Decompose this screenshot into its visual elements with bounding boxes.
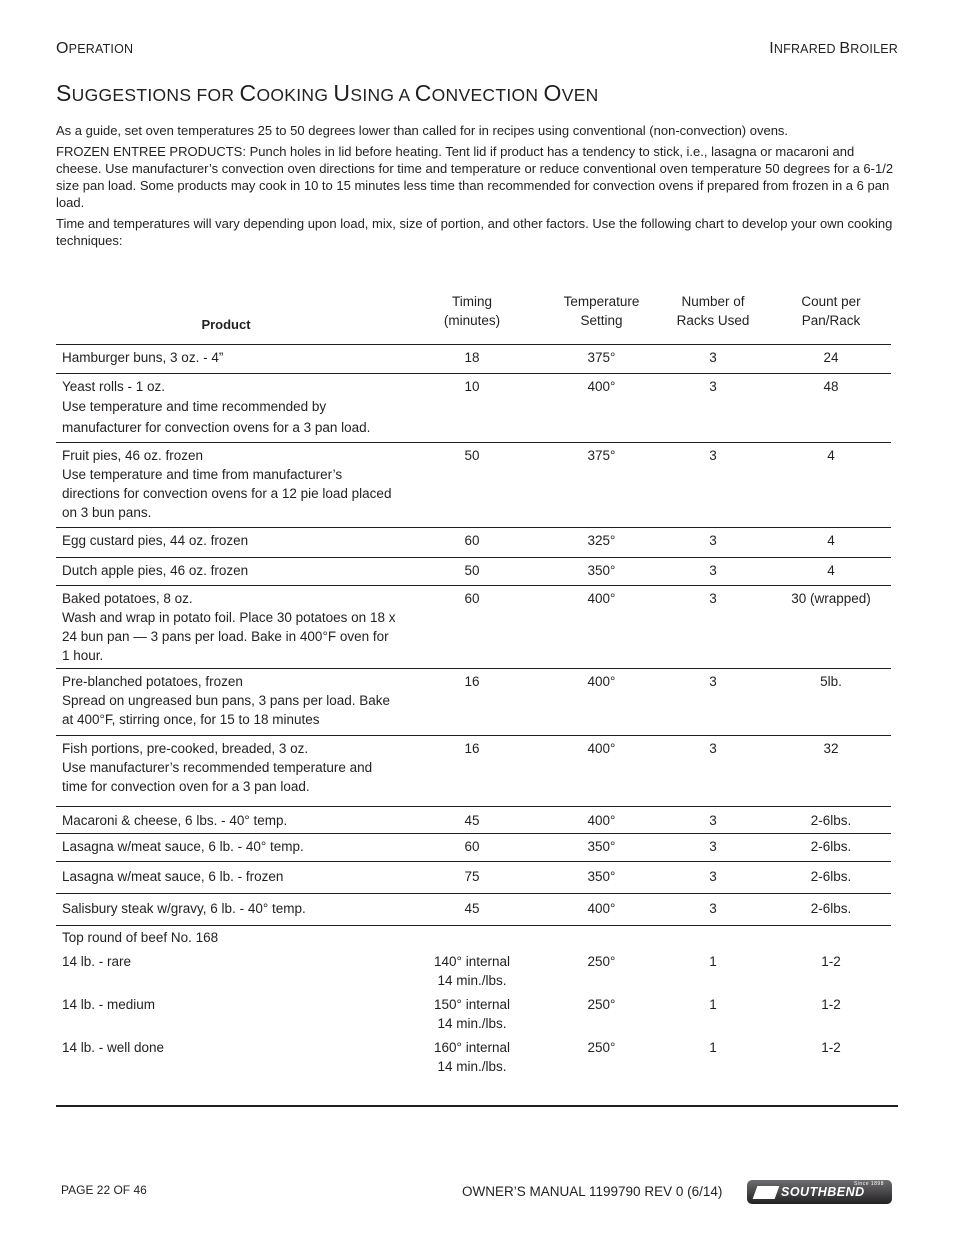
header-line: Temperature (563, 294, 640, 309)
cell-timing: 60 (464, 533, 480, 548)
cell-count: 30 (wrapped) (791, 591, 871, 606)
cooking-chart-table (56, 286, 891, 1104)
cell-racks: 1 (709, 954, 717, 969)
running-header-right: INFRARED BROILER (769, 40, 898, 57)
table-header (56, 286, 891, 345)
intro-paragraph: FROZEN ENTREE PRODUCTS: Punch holes in lid before heating. Tent lid if product has a tendency to stick, i.e., lasagna or macaroni and cheese. Use manufacturer’s convection oven directions for time and temperature or reduce conventional oven temperature 50 degrees for a 6-1/2 size pan load. Some products may cook in 10 to 15 minutes less time than recommended for convection ovens if prepared from frozen in a 6 pan load. (56, 144, 894, 210)
timing-line: 140° internal (434, 954, 510, 969)
logo-since: Since 1898 (853, 1181, 884, 1187)
table-row (56, 834, 891, 862)
cell-racks: 3 (709, 869, 717, 884)
table-row (56, 995, 891, 1033)
cell-count: 2-6lbs. (810, 813, 852, 828)
header-temperature (548, 286, 655, 344)
cell-count: 48 (823, 379, 839, 394)
cell-temp: 400° (587, 901, 616, 916)
cell-racks: 3 (709, 839, 717, 854)
cell-racks: 3 (709, 379, 717, 394)
cell-racks: 3 (709, 741, 717, 756)
southbend-logo (747, 1180, 892, 1204)
cell-timing: 50 (464, 563, 480, 578)
cell-temp: 250° (587, 1040, 616, 1055)
cell-racks: 1 (709, 997, 717, 1012)
intro-text (56, 122, 896, 253)
product-name: Fish portions, pre-cooked, breaded, 3 oz. (62, 741, 309, 756)
cell-timing: 50 (464, 448, 480, 463)
table-row (56, 1038, 891, 1076)
cell-racks: 3 (709, 563, 717, 578)
cell-product (56, 899, 396, 925)
cell-temp: 325° (587, 533, 616, 548)
table-row (56, 558, 891, 586)
product-name: Salisbury steak w/gravy, 6 lb. - 40° temp. (62, 901, 306, 916)
cell-temp: 350° (587, 869, 616, 884)
cell-racks: 3 (709, 533, 717, 548)
header-line: Pan/Rack (801, 313, 861, 328)
header-timing (396, 286, 548, 344)
cell-racks: 3 (709, 591, 717, 606)
cell-timing: 45 (464, 901, 480, 916)
header-line: Count per (801, 294, 861, 309)
cell-timing: 75 (464, 869, 480, 884)
cell-count: 4 (827, 563, 835, 578)
header-line: Setting (580, 313, 623, 328)
cell-count: 4 (827, 448, 835, 463)
cell-product (56, 589, 396, 668)
cell-timing: 16 (464, 674, 480, 689)
product-name: Yeast rolls - 1 oz. (62, 379, 166, 394)
cell-product (56, 739, 396, 806)
cell-product: 14 lb. - rare (62, 954, 132, 969)
table-row (56, 586, 891, 669)
header-count (771, 286, 891, 344)
page-number: PAGE 22 OF 46 (61, 1183, 147, 1197)
cell-racks: 3 (709, 350, 717, 365)
cell-product (56, 348, 396, 373)
table-row (56, 374, 891, 443)
cell-count: 5lb. (820, 674, 842, 689)
logo-text: SOUTHBEND (781, 1185, 865, 1199)
running-header-left: OPERATION (56, 40, 134, 57)
timing-line: 160° internal (434, 1040, 510, 1055)
beef-section (56, 926, 891, 1104)
cell-product (56, 446, 396, 527)
cell-racks: 1 (709, 1040, 717, 1055)
table-row (56, 345, 891, 374)
footer-divider (56, 1105, 898, 1107)
cell-temp: 375° (587, 350, 616, 365)
cell-timing: 10 (464, 379, 480, 394)
cell-count: 24 (823, 350, 839, 365)
page-title: SUGGESTIONS FOR COOKING USING A CONVECTION OVEN (56, 80, 599, 106)
cell-product: 14 lb. - well done (62, 1040, 165, 1055)
cell-count: 1-2 (821, 1040, 841, 1055)
cell-product (56, 377, 396, 442)
timing-line: 150° internal (434, 997, 510, 1012)
cell-product (56, 837, 396, 861)
product-note: Spread on ungreased bun pans, 3 pans per load. Bake at 400°F, stirring once, for 15 to 18 minutes (62, 693, 390, 727)
logo-mark-icon (753, 1186, 780, 1199)
cell-product (56, 531, 396, 557)
cell-product (56, 811, 396, 833)
cell-count: 2-6lbs. (810, 901, 852, 916)
header-product: Product (201, 317, 251, 332)
product-name: Lasagna w/meat sauce, 6 lb. - frozen (62, 869, 284, 884)
intro-paragraph: Time and temperatures will vary depending upon load, mix, size of portion, and other factors. Use the following chart to develop your own cooking techniques: (56, 216, 893, 248)
table-row (56, 528, 891, 558)
cell-racks: 3 (709, 674, 717, 689)
table-row (56, 807, 891, 834)
manual-reference: OWNER’S MANUAL 1199790 REV 0 (6/14) (462, 1184, 723, 1199)
product-name: Dutch apple pies, 46 oz. frozen (62, 563, 249, 578)
cell-count: 32 (823, 741, 839, 756)
product-name: Baked potatoes, 8 oz. (62, 591, 193, 606)
table-row (56, 952, 891, 990)
product-name: Macaroni & cheese, 6 lbs. - 40° temp. (62, 813, 288, 828)
header-line: Timing (451, 294, 492, 309)
header-racks (655, 286, 771, 344)
cell-product (56, 561, 396, 585)
cell-temp: 400° (587, 591, 616, 606)
cell-timing (396, 952, 548, 990)
intro-paragraph: As a guide, set oven temperatures 25 to 50 degrees lower than called for in recipes using conventional (non-convection) ovens. (56, 123, 789, 138)
cell-racks: 3 (709, 448, 717, 463)
product-note: Wash and wrap in potato foil. Place 30 potatoes on 18 x 24 bun pan — 3 pans per load. Bake in 400°F oven for 1 hour. (62, 610, 396, 663)
cell-count: 2-6lbs. (810, 839, 852, 854)
header-line: (minutes) (443, 313, 501, 328)
cell-product (56, 672, 396, 735)
product-name: Lasagna w/meat sauce, 6 lb. - 40° temp. (62, 839, 304, 854)
table-row (56, 894, 891, 926)
product-note: Use temperature and time recommended by manufacturer for convection ovens for a 3 pan load. (62, 399, 371, 435)
cell-timing (396, 1038, 548, 1076)
cell-timing: 60 (464, 839, 480, 854)
product-name: Pre-blanched potatoes, frozen (62, 674, 243, 689)
cell-temp: 400° (587, 379, 616, 394)
cell-temp: 400° (587, 813, 616, 828)
cell-temp: 350° (587, 839, 616, 854)
table-row (56, 862, 891, 894)
cell-temp: 250° (587, 997, 616, 1012)
cell-count: 1-2 (821, 954, 841, 969)
header-line: Number of (681, 294, 745, 309)
table-row (56, 443, 891, 528)
timing-line: 14 min./lbs. (437, 973, 507, 988)
product-note: Use manufacturer’s recommended temperature and time for convection oven for a 3 pan load. (62, 760, 373, 794)
cell-timing: 18 (464, 350, 480, 365)
cell-temp: 250° (587, 954, 616, 969)
product-note: Use temperature and time from manufacturer’s directions for convection ovens for a 12 pie load placed on 3 bun pans. (62, 467, 392, 520)
cell-temp: 375° (587, 448, 616, 463)
cell-product: 14 lb. - medium (62, 997, 156, 1012)
product-name: Egg custard pies, 44 oz. frozen (62, 533, 249, 548)
cell-temp: 350° (587, 563, 616, 578)
cell-timing: 60 (464, 591, 480, 606)
timing-line: 14 min./lbs. (437, 1059, 507, 1074)
table-row (56, 669, 891, 736)
header-line: Racks Used (676, 313, 750, 328)
cell-racks: 3 (709, 813, 717, 828)
cell-temp: 400° (587, 674, 616, 689)
cell-racks: 3 (709, 901, 717, 916)
cell-count: 1-2 (821, 997, 841, 1012)
cell-product (56, 867, 396, 893)
cell-count: 2-6lbs. (810, 869, 852, 884)
product-name: Fruit pies, 46 oz. frozen (62, 448, 204, 463)
beef-product: Top round of beef No. 168 (62, 930, 219, 945)
table-row (56, 736, 891, 807)
timing-line: 14 min./lbs. (437, 1016, 507, 1031)
cell-timing: 16 (464, 741, 480, 756)
cell-timing: 45 (464, 813, 480, 828)
product-name: Hamburger buns, 3 oz. - 4” (62, 350, 224, 365)
cell-timing (396, 995, 548, 1033)
cell-count: 4 (827, 533, 835, 548)
cell-temp: 400° (587, 741, 616, 756)
